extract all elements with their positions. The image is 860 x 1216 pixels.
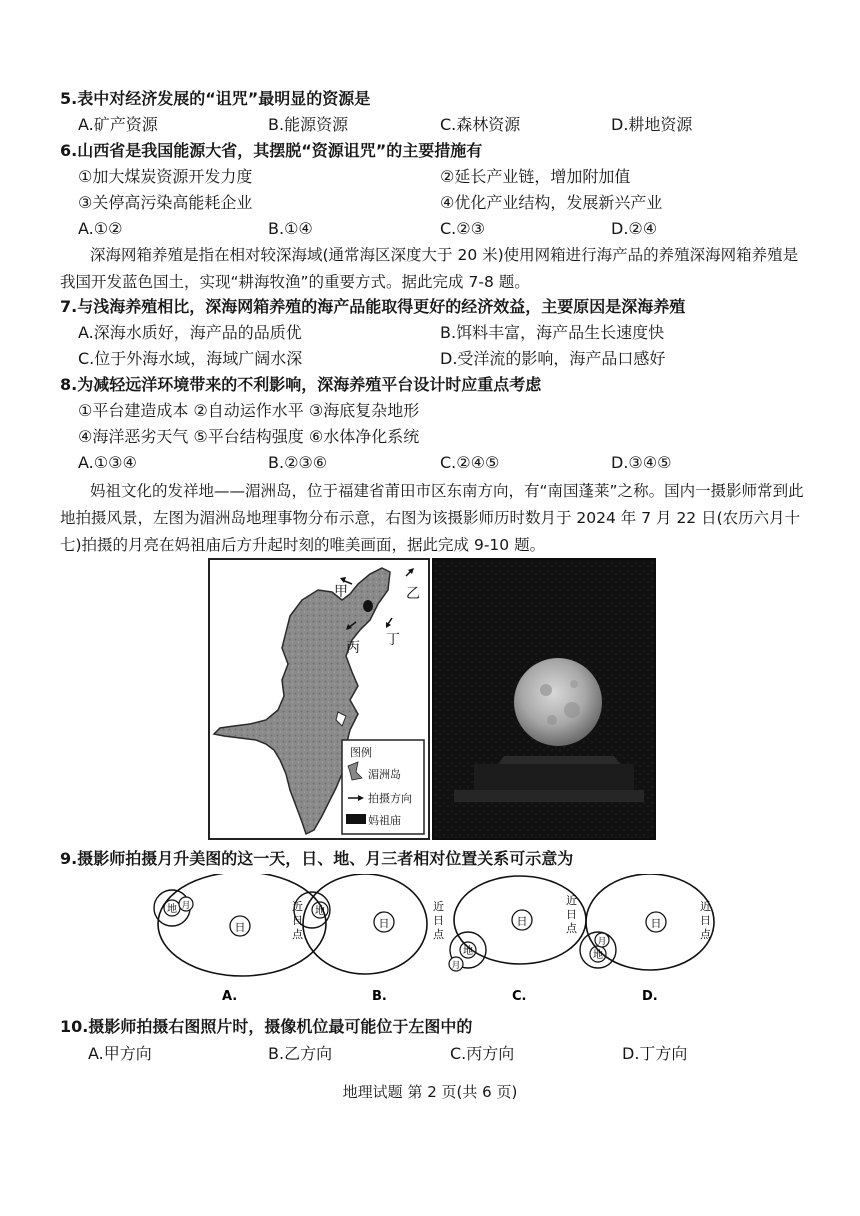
perihelion-d-1: 近: [700, 900, 711, 913]
orbit-diagram-c: [449, 876, 586, 1004]
orbit-diagrams: [140, 874, 740, 1006]
earth-b: 地: [315, 906, 325, 917]
passage-deep-sea-cage: 深海网箱养殖是指在相对较深海域(通常海区深度大于 20 米)使用网箱进行海产品的养殖深海网箱养殖是我国开发蓝色国土，实现“耕海牧渔”的重要方式。据此完成 7-8 题。: [60, 246, 799, 291]
orbit-diagram-b: [294, 874, 445, 1004]
island-map-figure: [208, 558, 430, 840]
q10-option-d: D.丁方向: [622, 1044, 688, 1063]
legend-title: 图例: [350, 746, 372, 759]
q10-option-b: B.乙方向: [268, 1044, 333, 1063]
q7-option-c: C.位于外海水域，海域广阔水深: [78, 349, 303, 368]
earth-c: 地: [463, 946, 473, 957]
q8-option-c: C.②④⑤: [440, 453, 500, 472]
q6-item-1: ①加大煤炭资源开发力度: [78, 167, 253, 186]
sun-b: 日: [378, 917, 390, 930]
perihelion-a-2: 日: [292, 914, 303, 927]
sun-d: 日: [650, 917, 662, 930]
moon-a: 月: [181, 901, 191, 911]
q8-option-a: A.①③④: [78, 453, 137, 472]
q8-option-d: D.③④⑤: [611, 453, 672, 472]
q7-option-a: A.深海水质好，海产品的品质优: [78, 323, 302, 342]
q7-stem: 7.与浅海养殖相比，深海网箱养殖的海产品能取得更好的经济效益，主要原因是深海养殖: [60, 297, 686, 316]
q6-option-a: A.①②: [78, 219, 123, 238]
q8-option-b: B.②③⑥: [268, 453, 328, 472]
q8-items-row1: ①平台建造成本 ②自动运作水平 ③海底复杂地形: [78, 401, 420, 420]
moon-d: 月: [597, 937, 607, 947]
q9-stem: 9.摄影师拍摄月升美图的这一天，日、地、月三者相对位置关系可示意为: [60, 849, 574, 868]
q10-option-a: A.甲方向: [88, 1044, 152, 1063]
moon-c: 月: [451, 961, 461, 971]
q6-item-4: ④优化产业结构，发展新兴产业: [440, 193, 663, 212]
q6-option-d: D.②④: [611, 219, 658, 238]
q6-item-3: ③关停高污染高能耗企业: [78, 193, 253, 212]
sun-c: 日: [516, 915, 528, 928]
direction-arrow-ding: [386, 618, 392, 628]
diagram-label-b: B.: [372, 989, 387, 1004]
diagram-label-c: C.: [512, 989, 527, 1004]
label-bing: 丙: [346, 640, 360, 656]
q6-stem: 6.山西省是我国能源大省，其摆脱“资源诅咒”的主要措施有: [60, 141, 483, 160]
q5-option-d: D.耕地资源: [611, 115, 693, 134]
sun-a: 日: [234, 921, 246, 934]
moon: [514, 658, 602, 746]
perihelion-b-2: 日: [433, 914, 444, 927]
q5-option-a: A.矿产资源: [78, 115, 158, 134]
direction-arrow-yi: [406, 568, 414, 576]
perihelion-b-3: 点: [433, 928, 444, 941]
perihelion-a-3: 点: [292, 928, 303, 941]
q8-stem: 8.为减轻远洋环境带来的不利影响，深海养殖平台设计时应重点考虑: [60, 375, 542, 394]
direction-arrow-jia: [340, 577, 352, 584]
legend-temple-swatch: [346, 814, 366, 824]
diagram-label-d: D.: [642, 989, 658, 1004]
perihelion-d-2: 日: [700, 914, 711, 927]
q6-item-2: ②延长产业链，增加附加值: [440, 167, 631, 186]
q10-stem: 10.摄影师拍摄右图照片时，摄像机位最可能位于左图中的: [60, 1017, 473, 1036]
q7-option-d: D.受洋流的影响，海产品口感好: [440, 349, 666, 368]
perihelion-c-3: 点: [566, 922, 577, 935]
q6-option-c: C.②③: [440, 219, 485, 238]
moonrise-photo: [432, 558, 656, 840]
q5-option-c: C.森林资源: [440, 115, 521, 134]
label-ding: 丁: [386, 632, 400, 648]
perihelion-c-1: 近: [566, 894, 577, 907]
q6-option-b: B.①④: [268, 219, 313, 238]
legend-island: 湄洲岛: [368, 768, 401, 781]
passage-meizhou-island: 妈祖文化的发祥地——湄洲岛，位于福建省莆田市区东南方向，有“南国蓬莱”之称。国内一摄影师常到此地拍摄风景，左图为湄洲岛地理事物分布示意，右图为该摄影师历时数月于 2024 年 7 月 22 日(农历六月十七)拍摄的月亮在妈祖庙后方升起时刻的唯美画面，据此完成 9-10 题。: [60, 482, 804, 554]
diagram-label-a: A.: [222, 989, 238, 1004]
q7-option-b: B.饵料丰富，海产品生长速度快: [440, 323, 665, 342]
perihelion-d-3: 点: [700, 928, 711, 941]
label-yi: 乙: [406, 586, 420, 602]
q5-stem: 5.表中对经济发展的“诅咒”最明显的资源是: [60, 89, 371, 108]
legend-temple: 妈祖庙: [368, 814, 401, 827]
temple-silhouette: [474, 764, 634, 790]
moonrise-photo-drawing: [434, 560, 654, 838]
island-map: [210, 560, 428, 838]
map-legend: [342, 740, 424, 834]
temple-marker: [363, 600, 373, 612]
earth-d: 地: [593, 950, 603, 961]
label-jia: 甲: [334, 584, 348, 600]
perihelion-b-1: 近: [433, 900, 444, 913]
earth-a: 地: [167, 904, 177, 915]
legend-direction: 拍摄方向: [368, 792, 412, 805]
page-footer: 地理试题 第 2 页(共 6 页): [342, 1083, 518, 1101]
temple-roof: [498, 756, 620, 764]
orbit-diagram-a: [154, 874, 326, 1004]
perihelion-c-2: 日: [566, 908, 577, 921]
perihelion-a-1: 近: [292, 900, 303, 913]
q10-option-c: C.丙方向: [450, 1044, 515, 1063]
orbit-diagram-d: [580, 874, 714, 1004]
q5-option-b: B.能源资源: [268, 115, 349, 134]
q8-items-row2: ④海洋恶劣天气 ⑤平台结构强度 ⑥水体净化系统: [78, 427, 420, 446]
